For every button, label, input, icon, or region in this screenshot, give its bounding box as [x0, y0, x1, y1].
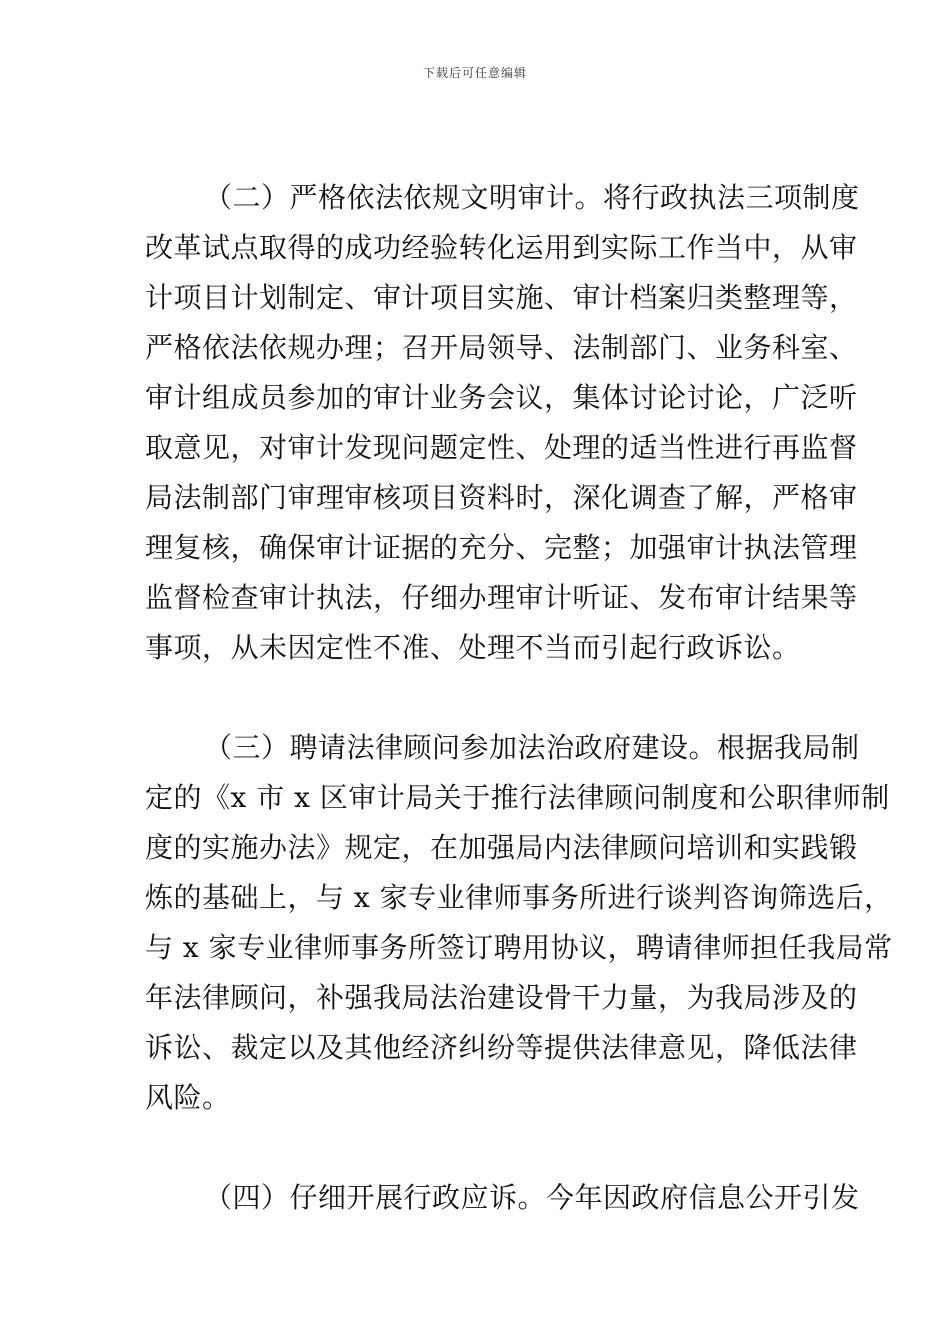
paragraph-line: 度的实施办法》规定，在加强局内法律顾问培训和实践锻	[145, 831, 858, 864]
paragraph-line: 局法制部门审理审核项目资料时，深化调查了解，严格审	[145, 481, 858, 514]
paragraph-line: 炼的基础上，与 x 家专业律师事务所进行谈判咨询筛选后，	[145, 881, 893, 914]
paragraph-line: 与 x 家专业律师事务所签订聘用协议，聘请律师担任我局常	[145, 931, 893, 964]
paragraph-line: 严格依法依规办理；召开局领导、法制部门、业务科室、	[145, 331, 858, 364]
paragraph-line: 诉讼、裁定以及其他经济纠纷等提供法律意见，降低法律	[145, 1031, 858, 1064]
page-header: 下载后可任意编辑	[422, 66, 527, 80]
paragraph-line: （四）仔细开展行政应诉。今年因政府信息公开引发	[204, 1181, 860, 1214]
paragraph-line: 风险。	[145, 1081, 231, 1114]
paragraph-line: 改革试点取得的成功经验转化运用到实际工作当中，从审	[145, 231, 858, 264]
paragraph-line: （二）严格依法依规文明审计。将行政执法三项制度	[204, 181, 860, 214]
paragraph-line: 取意见，对审计发现问题定性、处理的适当性进行再监督	[145, 431, 858, 464]
paragraph-line: 定的《x 市 x 区审计局关于推行法律顾问制度和公职律师制	[145, 781, 890, 814]
paragraph-line: 理复核，确保审计证据的充分、完整；加强审计执法管理	[145, 531, 858, 564]
paragraph-line: 年法律顾问，补强我局法治建设骨干力量，为我局涉及的	[145, 981, 858, 1014]
paragraph-line: 事项，从未因定性不准、处理不当而引起行政诉讼。	[145, 631, 801, 664]
paragraph-line: 计项目计划制定、审计项目实施、审计档案归类整理等，	[145, 281, 858, 314]
paragraph-line: 监督检查审计执法，仔细办理审计听证、发布审计结果等	[145, 581, 858, 614]
paragraph-line: 审计组成员参加的审计业务会议，集体讨论讨论，广泛听	[145, 381, 858, 414]
paragraph-line: （三）聘请法律顾问参加法治政府建设。根据我局制	[204, 731, 860, 764]
